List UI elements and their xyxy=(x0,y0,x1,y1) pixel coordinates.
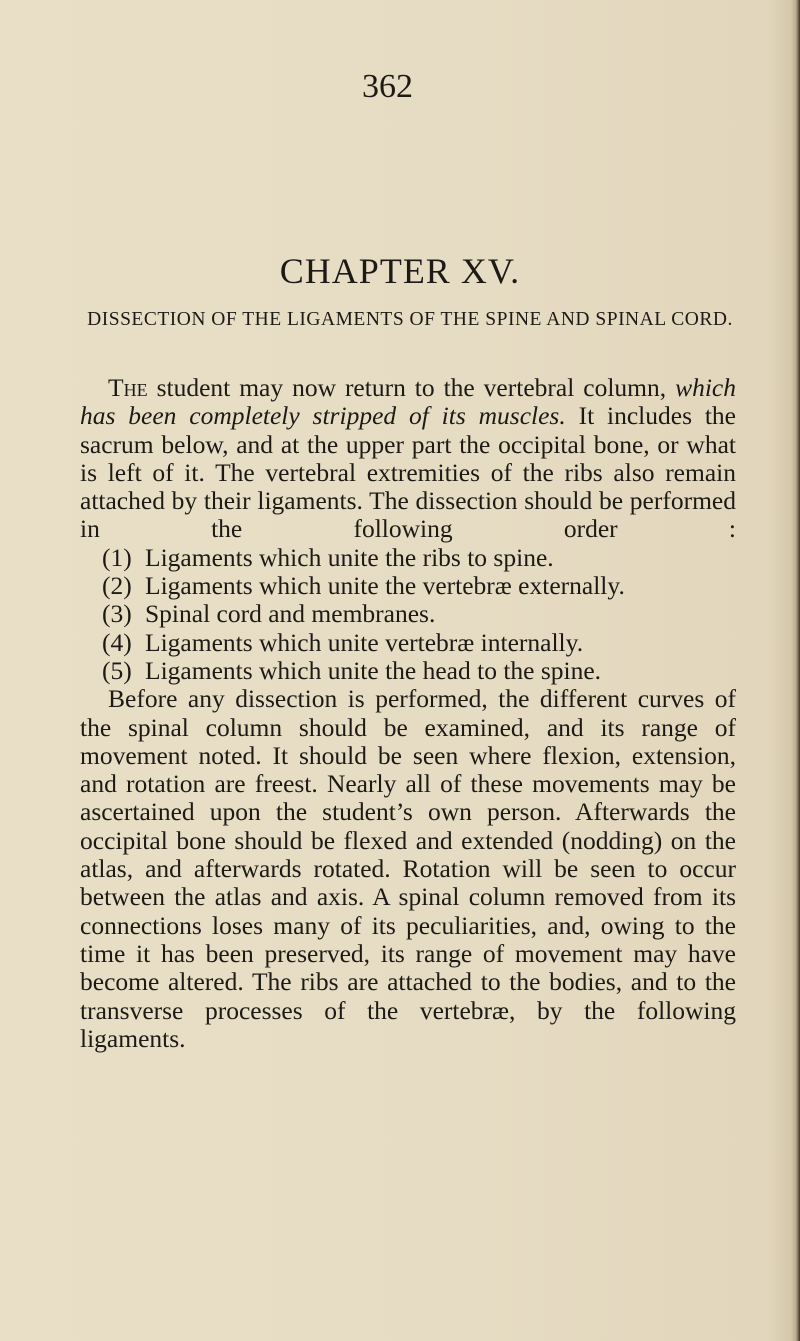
closing-paragraph: Before any dissection is performed, the different curves of the spinal column should be examined, and its range of movement noted. It should be seen where flexion, extension, and rotation are freest. Nearly all of these movements may be ascertained upon the student’s own person. Afterwards the occipital bone should be flexed and extended (nodding) on the atlas, and afterwards rotated. Rotation will be seen to occur between the atlas and axis. A spinal column removed from its connections loses many of its peculiarities, and, owing to the time it has been preserved, its range of movement may have become altered. The ribs are attached to the bodies, and to the transverse processes of the vertebræ, by the following ligaments. xyxy=(80,684,736,1053)
list-item-number: (1) xyxy=(102,542,132,572)
intro-italic-text: which has been completely stripped of its muscles. xyxy=(80,373,736,431)
intro-text-start: student may now return to the vertebral column, xyxy=(147,373,676,402)
list-item-number: (4) xyxy=(102,627,132,657)
lead-word: The xyxy=(108,373,148,402)
body-text xyxy=(80,374,736,1053)
list-item-text: Ligaments which unite vertebræ internally. xyxy=(145,627,584,657)
list-item xyxy=(80,544,736,572)
list-item-number: (5) xyxy=(102,655,132,685)
list-item xyxy=(80,657,736,685)
page-edge-shadow xyxy=(790,0,800,1341)
list-item xyxy=(80,629,736,657)
list-item xyxy=(80,572,736,600)
list-item-text: Ligaments which unite the ribs to spine. xyxy=(145,542,554,572)
list-item-number: (3) xyxy=(102,599,132,629)
intro-text-end: It includes the sacrum below, and at the upper part the occipital bone, or what is left of it. The vertebral extremities of the ribs also remain attached by their ligaments. The dissection should be performed in the following order : xyxy=(80,401,736,544)
list-item-text: Spinal cord and membranes. xyxy=(145,599,436,629)
chapter-title: CHAPTER XV. xyxy=(279,251,521,291)
chapter-subtitle: DISSECTION OF THE LIGAMENTS OF THE SPINE AND SPINAL CORD. xyxy=(87,309,733,330)
list-item-text: Ligaments which unite the head to the spine. xyxy=(145,655,602,685)
intro-paragraph xyxy=(80,374,736,544)
list-item xyxy=(80,600,736,628)
list-item-number: (2) xyxy=(102,571,132,601)
page-number: 362 xyxy=(362,68,413,105)
list-item-text: Ligaments which unite the vertebræ externally. xyxy=(145,571,625,601)
dissection-order-list xyxy=(80,544,736,685)
